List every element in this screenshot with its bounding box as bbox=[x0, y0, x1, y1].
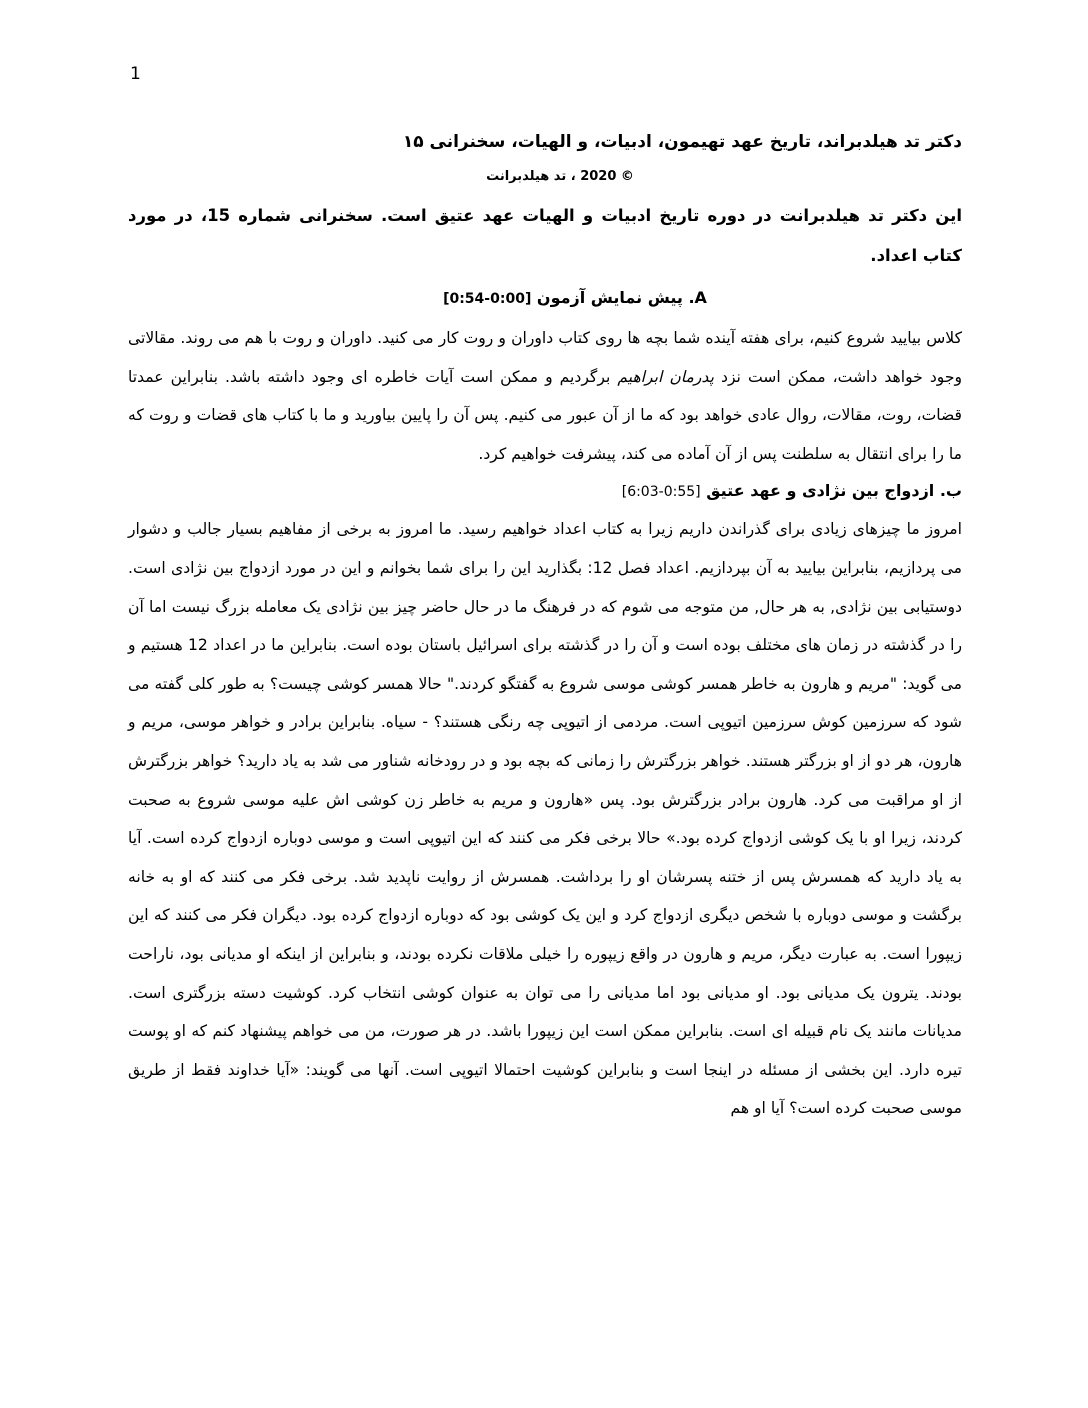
intro-paragraph: این دکتر تد هیلدبرانت در دوره تاریخ ادبیات و الهیات عهد عتیق است. سخنرانی شماره 15، در مورد کتاب اعداد. bbox=[128, 206, 963, 265]
section-b-title: ب. ازدواج بین نژادی و عهد عتیق bbox=[706, 481, 962, 501]
section-a-heading bbox=[128, 278, 962, 319]
section-b-heading bbox=[128, 473, 962, 510]
section-b-paragraph: امروز ما چیزهای زیادی برای گذراندن داریم زیرا به کتاب اعداد خواهیم رسید. ما امروز به برخی از مفاهیم بسیار جالب و دشوار می پردازیم، بنابراین بیایید به آن بپردازیم. اعداد فصل 12: بگذارید این را برای شما بخوانم و این در مورد ازدواج بین نژادی است. دوستیابی بین نژادی, به هر حال, من متوجه می شوم که در فرهنگ ما در حال حاضر چیز بین نژادی یک معامله بزرگ نیست اما آن را در گذشته در زمان های مختلف بوده است و آن را در گذشته برای اسرائیل باستان بوده است. بنابراین ما در اعداد 12 هستیم و می گوید: "مریم و هارون به خاطر همسر کوشی موسی شروع به گفتگو کردند." حالا همسر کوشی چیست؟ به طور کلی گفته می شود که سرزمین کوش سرزمین اتیوپی است. مردمی از اتیوپی چه رنگی هستند؟ - سیاه. بنابراین برادر و خواهر موسی، مریم و هارون، هر دو از او بزرگتر هستند. خواهر بزرگترش را زمانی که بچه بود و در رودخانه شناور می شد به یاد دارید؟ خواهر بزرگترش از او مراقبت می کرد. هارون برادر بزرگترش بود. پس «هارون و مریم به خاطر زن کوشی اش علیه موسی شروع به صحبت کردند، زیرا او با یک کوشی ازدواج کرده بود.» حالا برخی فکر می کنند که این اتیوپی است و موسی دوباره ازدواج کرده است. آیا به یاد دارید که همسرش پس از ختنه پسرشان او را برداشت. همسرش از روایت ناپدید شد. برخی فکر می کنند که او به خانه برگشت و موسی دوباره با شخص دیگری ازدواج کرد و این یک کوشی بود که دوباره ازدواج کرده بود. دیگران فکر می کنند که این زیپورا است. به عبارت دیگر، مریم و هارون در واقع زیپوره را خیلی ملاقات نکرده بودند، و بنابراین از اینکه او مدیانی بود، ناراحت بودند. یترون یک مدیانی بود. او مدیانی بود اما مدیانی را می توان به عنوان کوشی انتخاب کرد. کوشیت دسته بزرگتری است. مدیانات مانند یک نام قبیله ای است. بنابراین ممکن است این زیپورا باشد. در هر صورت، من می خواهم پیشنهاد کنم که او پوست تیره دارد. این بخشی از مسئله در اینجا است و بنابراین کوشیت احتمالا اتیوپی است. آنها می گویند: «آیا خداوند فقط از طریق موسی صحبت کرده است؟ آیا او هم bbox=[128, 520, 962, 1118]
document-title: دکتر تد هیلدبراند، تاریخ عهد تهیمون، ادبیات، و الهیات، سخنرانی ۱۵ bbox=[402, 132, 962, 152]
section-a-paragraph bbox=[128, 319, 962, 473]
page-number: 1 bbox=[130, 64, 141, 84]
section-a-timestamp: [0:00-0:54] bbox=[443, 291, 532, 307]
section-a-text-start: کلاس بیایید شروع کنیم، برای هفته آینده شما بچه ها روی کتاب داوران و روت کار می کنید. داوران و روت با هم می روند. مقالاتی وجود خواهد داشت، ممکن است نزد bbox=[128, 329, 963, 386]
copyright-line: © 2020 ، تد هیلدبرانت bbox=[486, 169, 634, 184]
section-a-text-end: برگردیم و ممکن است آیات خاطره ای وجود داشته باشد. بنابراین عمدتا قضات، روت، مقالات، روال عادی خواهد بود که ما از آن عبور می کنیم. پس آن را پایین بیاورید و ما با کتاب های قضات و روت که ما را برای انتقال به سلطنت پس از آن آماده می کند، پیشرفت خواهیم کرد. bbox=[128, 367, 962, 463]
section-a-title: A. پیش نمایش آزمون bbox=[536, 288, 707, 307]
section-b-timestamp: [0:55-6:03] bbox=[621, 484, 701, 501]
section-a-italic-phrase: پدرمان ابراهیم bbox=[617, 367, 714, 386]
document-body bbox=[128, 122, 962, 1128]
